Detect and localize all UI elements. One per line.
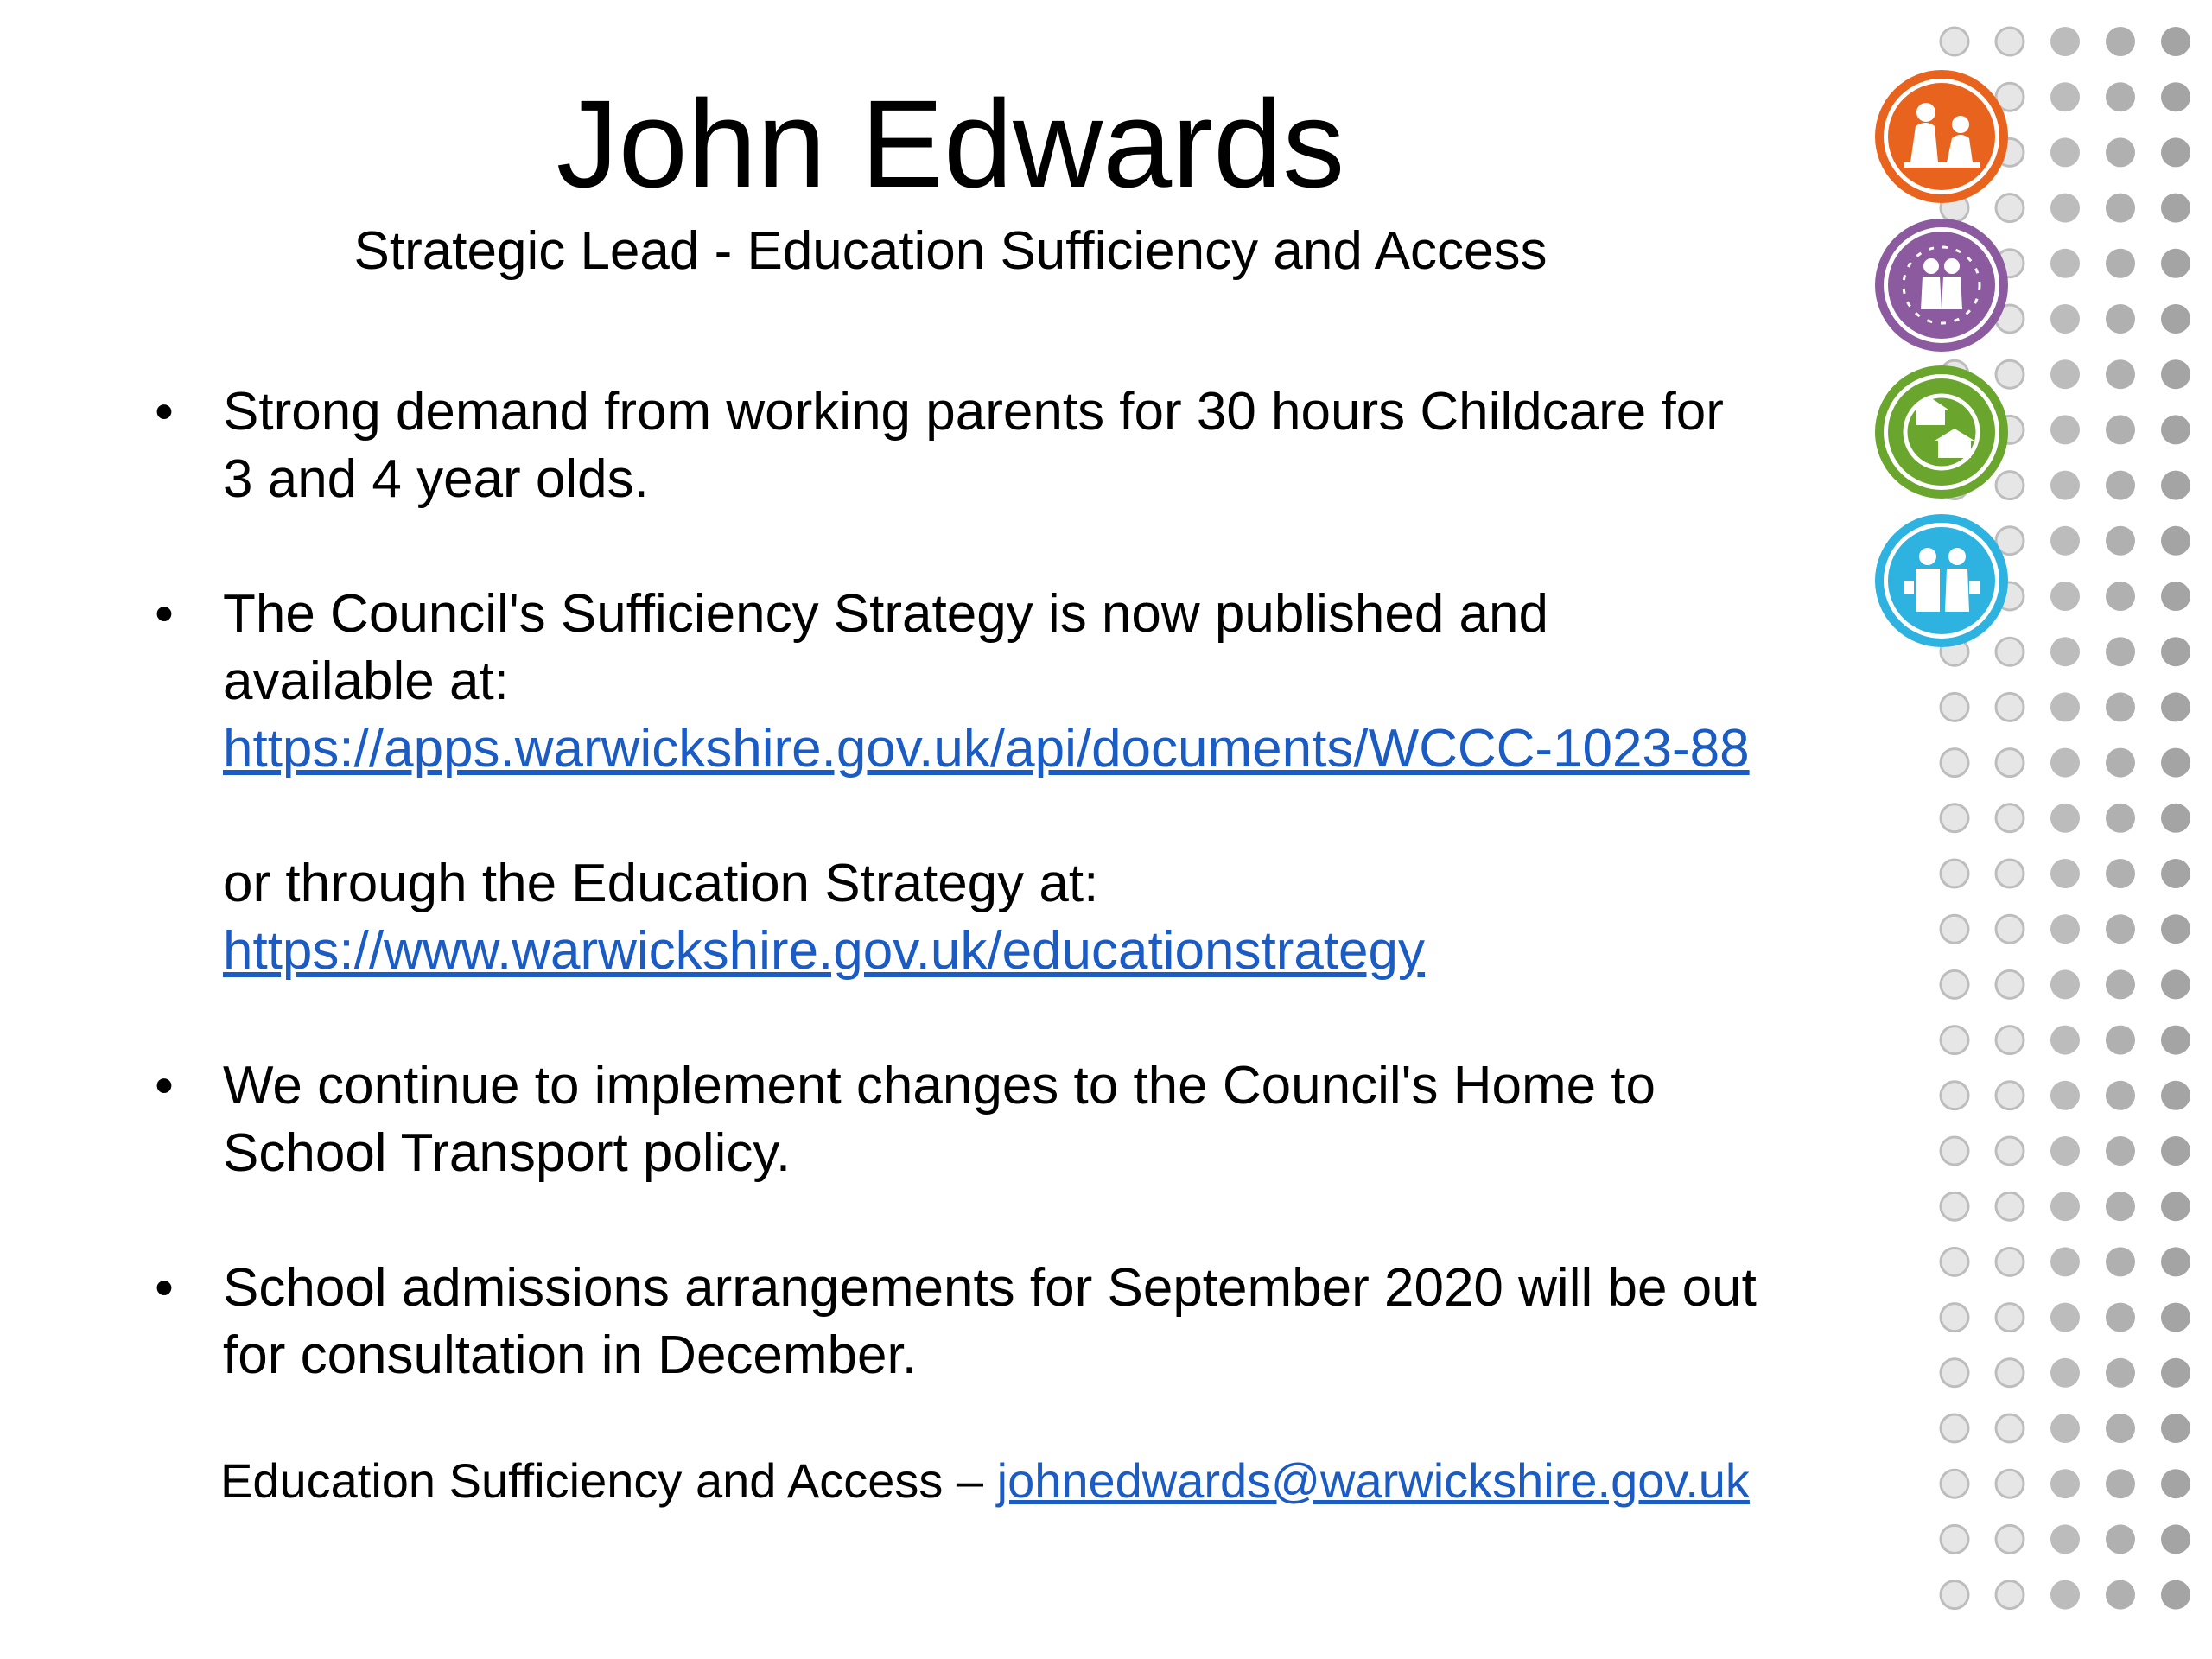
decor-dot bbox=[2106, 1192, 2135, 1221]
decor-dot bbox=[2161, 692, 2190, 721]
decor-dot bbox=[2106, 1524, 2135, 1554]
decor-dot bbox=[2106, 637, 2135, 666]
decor-dot bbox=[2106, 1580, 2135, 1610]
decor-dot bbox=[2161, 1136, 2190, 1166]
decor-dot bbox=[1941, 1082, 1968, 1109]
decor-dot bbox=[1996, 1304, 2024, 1332]
decor-dot bbox=[2050, 471, 2080, 500]
decor-dot bbox=[2106, 859, 2135, 888]
decor-dot bbox=[2106, 194, 2135, 223]
bullet-text-line: School Transport policy. bbox=[223, 1123, 791, 1183]
decor-dot bbox=[2161, 1303, 2190, 1332]
decor-dot bbox=[1941, 1581, 1968, 1609]
bullet-marker: • bbox=[155, 1258, 174, 1318]
footer-text: Education Sufficiency and Access – bbox=[220, 1453, 984, 1508]
decor-dot bbox=[2050, 359, 2080, 389]
decor-dot bbox=[1941, 860, 1968, 887]
decor-dot bbox=[1996, 915, 2024, 943]
childcare-icon bbox=[1879, 74, 2004, 199]
decor-dot bbox=[1996, 693, 2024, 721]
decor-dot bbox=[1941, 1248, 1968, 1275]
decor-dot bbox=[1996, 804, 2024, 832]
bullet-item-childcare bbox=[147, 378, 1875, 513]
decor-dot bbox=[2106, 1136, 2135, 1166]
decor-dot bbox=[2106, 82, 2135, 111]
decor-dot bbox=[1941, 693, 1968, 721]
decor-dot bbox=[1996, 970, 2024, 998]
decor-dot bbox=[1941, 1525, 1968, 1553]
decor-dot bbox=[1996, 194, 2024, 222]
page-subtitle: Strategic Lead - Education Sufficiency and Access bbox=[353, 221, 1548, 281]
decor-dot bbox=[2050, 415, 2080, 444]
decor-dot bbox=[1941, 1359, 1968, 1387]
decor-dot bbox=[2161, 137, 2190, 167]
decor-dot bbox=[2161, 471, 2190, 500]
bullet-list bbox=[147, 378, 1875, 1389]
decor-dot bbox=[2106, 526, 2135, 556]
decor-dot bbox=[2161, 1247, 2190, 1276]
decor-dot bbox=[2050, 249, 2080, 278]
theme-icons bbox=[1879, 74, 2004, 643]
bullet-item-transport bbox=[147, 1052, 1875, 1187]
decor-dot bbox=[2050, 526, 2080, 556]
decor-dot bbox=[2106, 1303, 2135, 1332]
decor-dot bbox=[1941, 1304, 1968, 1332]
footer-contact bbox=[220, 1452, 1750, 1510]
decor-dot bbox=[2050, 1524, 2080, 1554]
decor-dot bbox=[2161, 304, 2190, 334]
family-icon bbox=[1879, 223, 2004, 347]
decor-dot bbox=[2050, 1192, 2080, 1221]
decor-dot bbox=[2161, 1469, 2190, 1498]
decor-dot bbox=[2106, 1081, 2135, 1110]
decor-dot bbox=[2106, 969, 2135, 999]
decor-dot bbox=[2161, 1358, 2190, 1388]
decor-dot bbox=[2106, 1469, 2135, 1498]
decor-dot bbox=[2161, 415, 2190, 444]
page-title: John Edwards bbox=[556, 74, 1345, 213]
decor-dot bbox=[2106, 359, 2135, 389]
bullet-item-sufficiency-strategy bbox=[147, 581, 1875, 985]
decorative-dot-pattern bbox=[1858, 0, 2212, 1659]
bullet-text-line: for consultation in December. bbox=[223, 1325, 917, 1385]
decor-dot bbox=[2106, 1247, 2135, 1276]
bullet-text-line: or through the Education Strategy at: bbox=[223, 854, 1099, 913]
decor-dot bbox=[2050, 1303, 2080, 1332]
decor-dot bbox=[1941, 1137, 1968, 1165]
decor-dot bbox=[1996, 1359, 2024, 1387]
decor-dot bbox=[2106, 471, 2135, 500]
decor-dot bbox=[1941, 1192, 1968, 1220]
decor-dot bbox=[2161, 27, 2190, 56]
decor-dot bbox=[1996, 1027, 2024, 1054]
decor-dot bbox=[1996, 1414, 2024, 1442]
decor-dot bbox=[2161, 748, 2190, 778]
decor-dot bbox=[2161, 914, 2190, 944]
decor-dot bbox=[2161, 582, 2190, 611]
decor-dot bbox=[2050, 27, 2080, 56]
decor-dot bbox=[2106, 1026, 2135, 1055]
decor-dot bbox=[1941, 749, 1968, 777]
decor-dot bbox=[1941, 28, 1968, 55]
decor-dot bbox=[1996, 360, 2024, 388]
bullet-text-line: 3 and 4 year olds. bbox=[223, 449, 649, 509]
decor-dot bbox=[2050, 1026, 2080, 1055]
decor-dot bbox=[1996, 749, 2024, 777]
bullet-marker: • bbox=[155, 584, 174, 644]
sufficiency-strategy-link[interactable]: https://apps.warwickshire.gov.uk/api/documents/WCCC-1023-88 bbox=[223, 719, 1750, 779]
decor-dot bbox=[2050, 804, 2080, 833]
students-icon bbox=[1879, 518, 2004, 643]
decor-dot bbox=[2161, 82, 2190, 111]
decor-dot bbox=[1996, 28, 2024, 55]
decor-dot bbox=[2050, 859, 2080, 888]
bullet-item-admissions bbox=[147, 1255, 1875, 1389]
decor-dot bbox=[2050, 582, 2080, 611]
decor-dot bbox=[2161, 1081, 2190, 1110]
decor-dot bbox=[2106, 692, 2135, 721]
decor-dot bbox=[1941, 1470, 1968, 1497]
decor-dot bbox=[1996, 1192, 2024, 1220]
decor-dot bbox=[2161, 637, 2190, 666]
decor-dot bbox=[2106, 582, 2135, 611]
decor-dot bbox=[2050, 692, 2080, 721]
decor-dot bbox=[2161, 1580, 2190, 1610]
decor-dot bbox=[1941, 970, 1968, 998]
decor-dot bbox=[2050, 1247, 2080, 1276]
decor-dot bbox=[2106, 249, 2135, 278]
decor-dot bbox=[2106, 748, 2135, 778]
schools-icon bbox=[1879, 370, 2004, 494]
decor-dot bbox=[1941, 1027, 1968, 1054]
decor-dot bbox=[2050, 1414, 2080, 1443]
decor-dot bbox=[2106, 1414, 2135, 1443]
decor-dot bbox=[2161, 1414, 2190, 1443]
decor-dot bbox=[2106, 415, 2135, 444]
decor-dot bbox=[1996, 1082, 2024, 1109]
bullet-text-line: The Council's Sufficiency Strategy is now published and bbox=[223, 584, 1548, 644]
decor-dot bbox=[2161, 359, 2190, 389]
decor-dot bbox=[2106, 137, 2135, 167]
decor-dot bbox=[2050, 1580, 2080, 1610]
decor-dot bbox=[2106, 304, 2135, 334]
decor-dot bbox=[2050, 82, 2080, 111]
bullet-text-line: We continue to implement changes to the Council's Home to bbox=[223, 1056, 1656, 1116]
decor-dot bbox=[1996, 1470, 2024, 1497]
bullet-text-line: Strong demand from working parents for 30 hours Childcare for bbox=[223, 382, 1724, 442]
decor-dot bbox=[2106, 27, 2135, 56]
decor-dot bbox=[2161, 1524, 2190, 1554]
bullet-marker: • bbox=[155, 1056, 174, 1116]
decor-dot bbox=[2106, 1358, 2135, 1388]
decor-dot bbox=[2050, 748, 2080, 778]
education-strategy-link[interactable]: https://www.warwickshire.gov.uk/educationstrategy bbox=[223, 921, 1426, 981]
decor-dot bbox=[2050, 1081, 2080, 1110]
decor-dot bbox=[1996, 1581, 2024, 1609]
decor-dot bbox=[2050, 194, 2080, 223]
decor-dot bbox=[2161, 859, 2190, 888]
bullet-text-line: School admissions arrangements for September 2020 will be out bbox=[223, 1258, 1757, 1318]
decor-dot bbox=[2050, 304, 2080, 334]
decor-dot bbox=[2161, 249, 2190, 278]
decor-dot bbox=[2050, 969, 2080, 999]
decor-dot bbox=[2050, 637, 2080, 666]
decor-dot bbox=[1941, 804, 1968, 832]
decor-dot bbox=[2050, 1358, 2080, 1388]
bullet-text-line: available at: bbox=[223, 652, 509, 711]
decor-dot bbox=[1941, 915, 1968, 943]
decor-dot bbox=[2050, 914, 2080, 944]
decor-dot bbox=[2161, 804, 2190, 833]
decor-dot bbox=[2050, 1469, 2080, 1498]
decor-dot bbox=[2161, 1026, 2190, 1055]
decor-dot bbox=[1996, 1248, 2024, 1275]
email-link[interactable]: johnedwards@warwickshire.gov.uk bbox=[996, 1453, 1750, 1508]
decor-dot bbox=[1996, 860, 2024, 887]
decor-dot bbox=[2050, 1136, 2080, 1166]
decor-dot bbox=[1996, 472, 2024, 499]
bullet-marker: • bbox=[155, 382, 174, 442]
decor-dot bbox=[2106, 914, 2135, 944]
decor-dot bbox=[1996, 638, 2024, 665]
decor-dot bbox=[2106, 804, 2135, 833]
decor-dot bbox=[1941, 1414, 1968, 1442]
decor-dot bbox=[2161, 969, 2190, 999]
decor-dot bbox=[2161, 1192, 2190, 1221]
decor-dot bbox=[2161, 526, 2190, 556]
decor-dot bbox=[1996, 1137, 2024, 1165]
decor-dot bbox=[2050, 137, 2080, 167]
decor-dot bbox=[1996, 1525, 2024, 1553]
decor-dot bbox=[2161, 194, 2190, 223]
